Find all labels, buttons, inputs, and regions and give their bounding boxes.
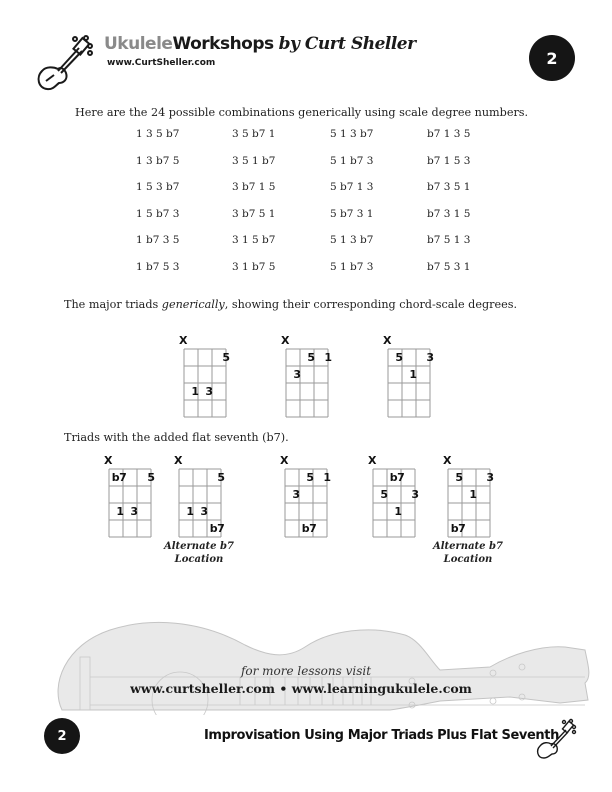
combination-cell: 3 1 b7 5 xyxy=(232,261,276,273)
note-label: 3 xyxy=(426,351,434,364)
chord-diagram xyxy=(383,334,434,420)
caption-line: Alternate b7 xyxy=(433,541,503,552)
chord-diagram xyxy=(174,454,225,540)
ukulele-logo-icon xyxy=(34,33,102,91)
diagram-caption xyxy=(423,540,513,566)
note-label: b7 xyxy=(111,471,127,484)
combination-cell: 3 b7 1 5 xyxy=(232,181,276,194)
combination-cell: 3 5 b7 1 xyxy=(232,128,276,140)
note-label: 1 xyxy=(324,351,332,364)
combination-cell: 1 5 3 b7 xyxy=(136,181,180,194)
note-label: 1 xyxy=(186,505,194,518)
note-label: 1 xyxy=(409,368,417,381)
promo-links xyxy=(0,681,602,696)
combination-cell: 1 3 5 b7 xyxy=(136,128,180,140)
fretboard-grid xyxy=(183,348,230,418)
mute-mark: X xyxy=(443,454,452,467)
note-label: 5 xyxy=(455,471,463,484)
combination-cell: 1 5 b7 3 xyxy=(136,207,180,220)
combination-cell: 5 1 b7 3 xyxy=(330,154,374,167)
promo-tagline: for more lessons visit xyxy=(240,664,372,678)
combination-cell: b7 5 1 3 xyxy=(427,234,471,247)
note-label: b7 xyxy=(209,522,225,535)
note-label: 3 xyxy=(293,368,301,381)
combination-cell: 1 b7 5 3 xyxy=(136,261,180,273)
page-number-badge-top: 2 xyxy=(529,35,575,81)
note-label: b7 xyxy=(450,522,466,535)
footer-title: Improvisation Using Major Triads Plus Flat Seventh xyxy=(204,728,559,743)
note-label: 1 xyxy=(323,471,331,484)
note-label: 3 xyxy=(486,471,494,484)
ukulele-small-icon xyxy=(535,718,579,760)
note-label: 3 xyxy=(130,505,138,518)
note-label: 3 xyxy=(200,505,208,518)
note-label: 5 xyxy=(222,351,230,364)
promo-link-learningukulele[interactable]: www.learningukulele.com xyxy=(291,681,472,696)
note-label: 5 xyxy=(380,488,388,501)
promo-separator: • xyxy=(279,681,288,696)
combination-cell: b7 1 5 3 xyxy=(427,154,471,167)
chord-diagram xyxy=(104,454,155,540)
combination-cell: 1 3 b7 5 xyxy=(136,154,180,167)
note-label: 5 xyxy=(395,351,403,364)
combination-cell: 3 1 5 b7 xyxy=(232,234,276,247)
seventh-description: Triads with the added flat seventh (b7). xyxy=(64,431,289,444)
combination-cell: b7 3 5 1 xyxy=(427,181,471,194)
chord-diagram xyxy=(280,454,331,540)
combination-cell: 3 b7 5 1 xyxy=(232,207,276,220)
promo-link-curtsheller[interactable]: www.curtsheller.com xyxy=(130,681,275,696)
page-number-badge-bottom: 2 xyxy=(44,718,80,754)
fretboard-grid xyxy=(387,348,434,418)
note-label: 3 xyxy=(205,385,213,398)
mute-mark: X xyxy=(104,454,113,467)
combination-cell: 5 1 b7 3 xyxy=(330,261,374,273)
note-label: b7 xyxy=(389,471,405,484)
note-label: 3 xyxy=(411,488,419,501)
note-label: 5 xyxy=(307,351,315,364)
triads-text-after: , showing their corresponding chord-scale degrees. xyxy=(224,298,518,311)
combination-cell: b7 1 3 5 xyxy=(427,128,471,140)
mute-mark: X xyxy=(174,454,183,467)
brand-url[interactable]: www.CurtSheller.com xyxy=(107,58,216,68)
triads-text-emphasis: generically xyxy=(161,298,225,311)
note-label: 1 xyxy=(394,505,402,518)
note-label: 3 xyxy=(292,488,300,501)
chord-diagram xyxy=(443,454,494,540)
combination-cell: 1 b7 3 5 xyxy=(136,234,180,247)
ukulele-watermark-icon xyxy=(40,605,600,715)
combination-cell: 3 5 1 b7 xyxy=(232,154,276,167)
note-label: 1 xyxy=(116,505,124,518)
mute-mark: X xyxy=(281,334,290,347)
note-label: 5 xyxy=(147,471,155,484)
caption-line: Location xyxy=(443,554,493,565)
combination-cell: 5 b7 1 3 xyxy=(330,181,374,194)
combination-cell: 5 b7 3 1 xyxy=(330,207,374,220)
note-label: 1 xyxy=(469,488,477,501)
mute-mark: X xyxy=(368,454,377,467)
triads-text-before: The major triads xyxy=(64,298,162,311)
combination-cell: 5 1 3 b7 xyxy=(330,128,374,140)
diagram-caption xyxy=(154,540,244,566)
mute-mark: X xyxy=(179,334,188,347)
combination-cell: b7 5 3 1 xyxy=(427,261,471,273)
caption-line: Alternate b7 xyxy=(164,541,234,552)
note-label: b7 xyxy=(301,522,317,535)
brand-byline: by Curt Sheller xyxy=(278,34,416,54)
note-label: 5 xyxy=(306,471,314,484)
chord-diagram xyxy=(179,334,230,420)
chord-diagram xyxy=(281,334,332,420)
intro-text: Here are the 24 possible combinations generically using scale degree numbers. xyxy=(75,106,529,119)
note-label: 5 xyxy=(217,471,225,484)
brand-title xyxy=(104,34,416,54)
combination-cell: 5 1 3 b7 xyxy=(330,234,374,247)
triads-description xyxy=(64,298,517,311)
mute-mark: X xyxy=(280,454,289,467)
note-label: 1 xyxy=(191,385,199,398)
chord-diagram xyxy=(368,454,419,540)
brand-ukulele: Ukulele xyxy=(104,34,173,54)
combination-cell: b7 3 1 5 xyxy=(427,207,471,220)
mute-mark: X xyxy=(383,334,392,347)
brand-workshops: Workshops xyxy=(172,34,274,54)
caption-line: Location xyxy=(174,554,224,565)
